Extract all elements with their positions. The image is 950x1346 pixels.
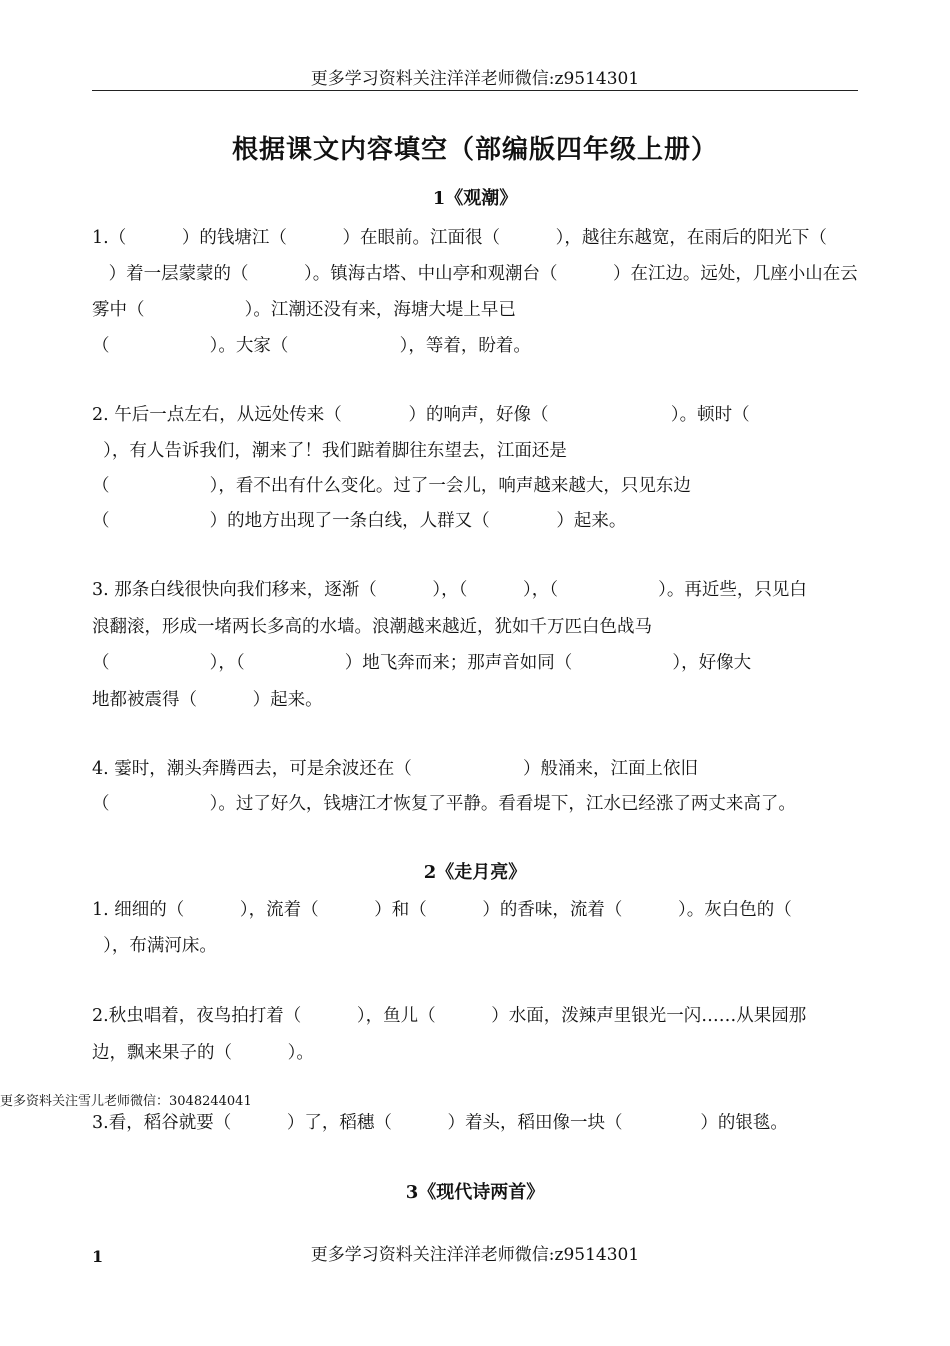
text-line: 1.（ ）的钱塘江（ ）在眼前。江面很（ ），越往东越宽，在雨后的阳光下（ (92, 228, 827, 248)
text-line: 雾中（ ）。江潮还没有来，海塘大堤上早已 (92, 300, 516, 320)
text-line: （ ），（ ）地飞奔而来；那声音如同（ ），好像大 (92, 653, 752, 673)
text-line: 边，飘来果子的（ ）。 (92, 1043, 314, 1063)
section-heading-guanchao: 1《观潮》 (432, 188, 518, 209)
text-line: ），有人告诉我们，潮来了！我们踮着脚往东望去，江面还是 (92, 441, 567, 461)
page-title: 根据课文内容填空（部编版四年级上册） (231, 135, 718, 165)
text-line: （ ）的地方出现了一条白线，人群又（ ）起来。 (92, 511, 627, 531)
text-line: 地都被震得（ ）起来。 (92, 690, 323, 710)
text-line: 3.看，稻谷就要（ ）了，稻穗（ ）着头，稻田像一块（ ）的银毯。 (92, 1113, 788, 1133)
page-number: 1 (92, 1247, 104, 1266)
text-line: 浪翻滚，形成一堵两长多高的水墙。浪潮越来越近，犹如千万匹白色战马 (92, 617, 652, 637)
section-heading-xiandaishi: 3《现代诗两首》 (405, 1182, 545, 1203)
page-footer: 更多学习资料关注洋洋老师微信:z9514301 (310, 1245, 640, 1265)
text-line: （ ），看不出有什么变化。过了一会儿，响声越来越大，只见东边 (92, 476, 691, 496)
header-rule (92, 90, 858, 91)
side-note: 更多资料关注雪儿老师微信：3048244041 (0, 1094, 252, 1109)
text-line: ）着一层蒙蒙的（ ）。镇海古塔、中山亭和观潮台（ ）在江边。远处，几座小山在云 (92, 264, 858, 284)
text-line: （ ）。大家（ ），等着，盼着。 (92, 336, 531, 356)
text-line: 1. 细细的（ ），流着（ ）和（ ）的香味，流着（ ）。灰白色的（ (92, 900, 792, 920)
page-header: 更多学习资料关注洋洋老师微信:z9514301 (310, 69, 640, 89)
text-line: 2.秋虫唱着，夜鸟拍打着（ ），鱼儿（ ）水面，泼辣声里银光一闪……从果园那 (92, 1006, 807, 1026)
text-line: ），布满河床。 (92, 936, 217, 956)
section-heading-zouyueliang: 2《走月亮》 (423, 862, 527, 883)
text-line: （ ）。过了好久，钱塘江才恢复了平静。看看堤下，江水已经涨了两丈来高了。 (92, 794, 796, 814)
text-line: 3. 那条白线很快向我们移来，逐渐（ ），（ ），（ ）。再近些，只见白 (92, 580, 807, 600)
text-line: 2. 午后一点左右，从远处传来（ ）的响声，好像（ ）。顿时（ (92, 405, 750, 425)
text-line: 4. 霎时，潮头奔腾西去，可是余波还在（ ）般涌来，江面上依旧 (92, 759, 699, 779)
